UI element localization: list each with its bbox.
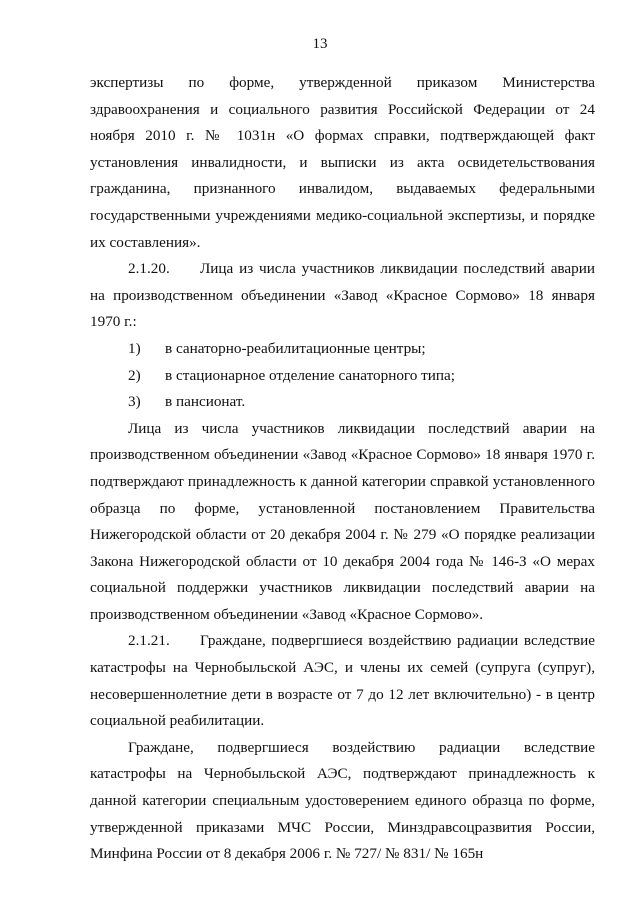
section-2-1-21	[90, 628, 595, 734]
list-item	[90, 336, 595, 363]
list-item	[90, 389, 595, 416]
list-item-number: 3)	[128, 393, 141, 411]
list-item-number: 1)	[128, 339, 141, 357]
section-text: Лица из числа участников ликвидации последствий аварии на производственном объединении «Завод «Красное Сормово» 18 января 1970 г.:	[90, 260, 595, 331]
section-number: 2.1.21.	[128, 632, 170, 650]
paragraph-chernobyl-confirmation: Граждане, подвергшиеся воздействию радиации вследствие катастрофы на Чернобыльской АЭС, подтверждают принадлежность к данной категории специальным удостоверением единого образца по форме, утвержденной приказами МЧС России, Минздравсоцразвития России, Минфина России от 8 декабря 2006 г. № 727/ № 831/ № 165н	[90, 738, 595, 863]
page-number: 13	[312, 36, 328, 52]
section-2-1-20	[90, 256, 595, 336]
list-item-text: в стационарное отделение санаторного типа;	[165, 366, 456, 384]
list-item-text: в санаторно-реабилитационные центры;	[165, 339, 426, 357]
paragraph-expertise-form: экспертизы по форме, утвержденной приказом Министерства здравоохранения и социального развития Российской Федерации от 24 ноября 2010 г. № 1031н «О формах справки, подтверждающей факт установления инвалидности, и выписки из акта освидетельствования гражданина, признанного инвалидом, выдаваемых федеральными государственными учреждениями медико-социальной экспертизы, и порядке их составления».	[90, 74, 595, 251]
list-item	[90, 363, 595, 390]
section-text: Граждане, подвергшиеся воздействию радиации вследствие катастрофы на Чернобыльской АЭС, и члены их семей (супруга (супруг), несовершеннолетние дети в возрасте от 7 до 12 лет включительно) - в центр социальной реабилитации.	[90, 632, 595, 730]
list-item-text: в пансионат.	[165, 393, 246, 411]
section-number: 2.1.20.	[128, 260, 170, 278]
document-body	[90, 70, 595, 868]
paragraph-sormovo-confirmation: Лица из числа участников ликвидации последствий аварии на производственном объединении «Завод «Красное Сормово» 18 января 1970 г. подтверждают принадлежность к данной категории справкой установленного образца по форме, установленной постановлением Правительства Нижегородской области от 20 декабря 2004 г. № 279 «О порядке реализации Закона Нижегородской области от 10 декабря 2004 года № 146-З «О мерах социальной поддержки участников ликвидации последствий аварии на производственном объединении «Завод «Красное Сормово».	[90, 419, 595, 623]
list-item-number: 2)	[128, 366, 141, 384]
